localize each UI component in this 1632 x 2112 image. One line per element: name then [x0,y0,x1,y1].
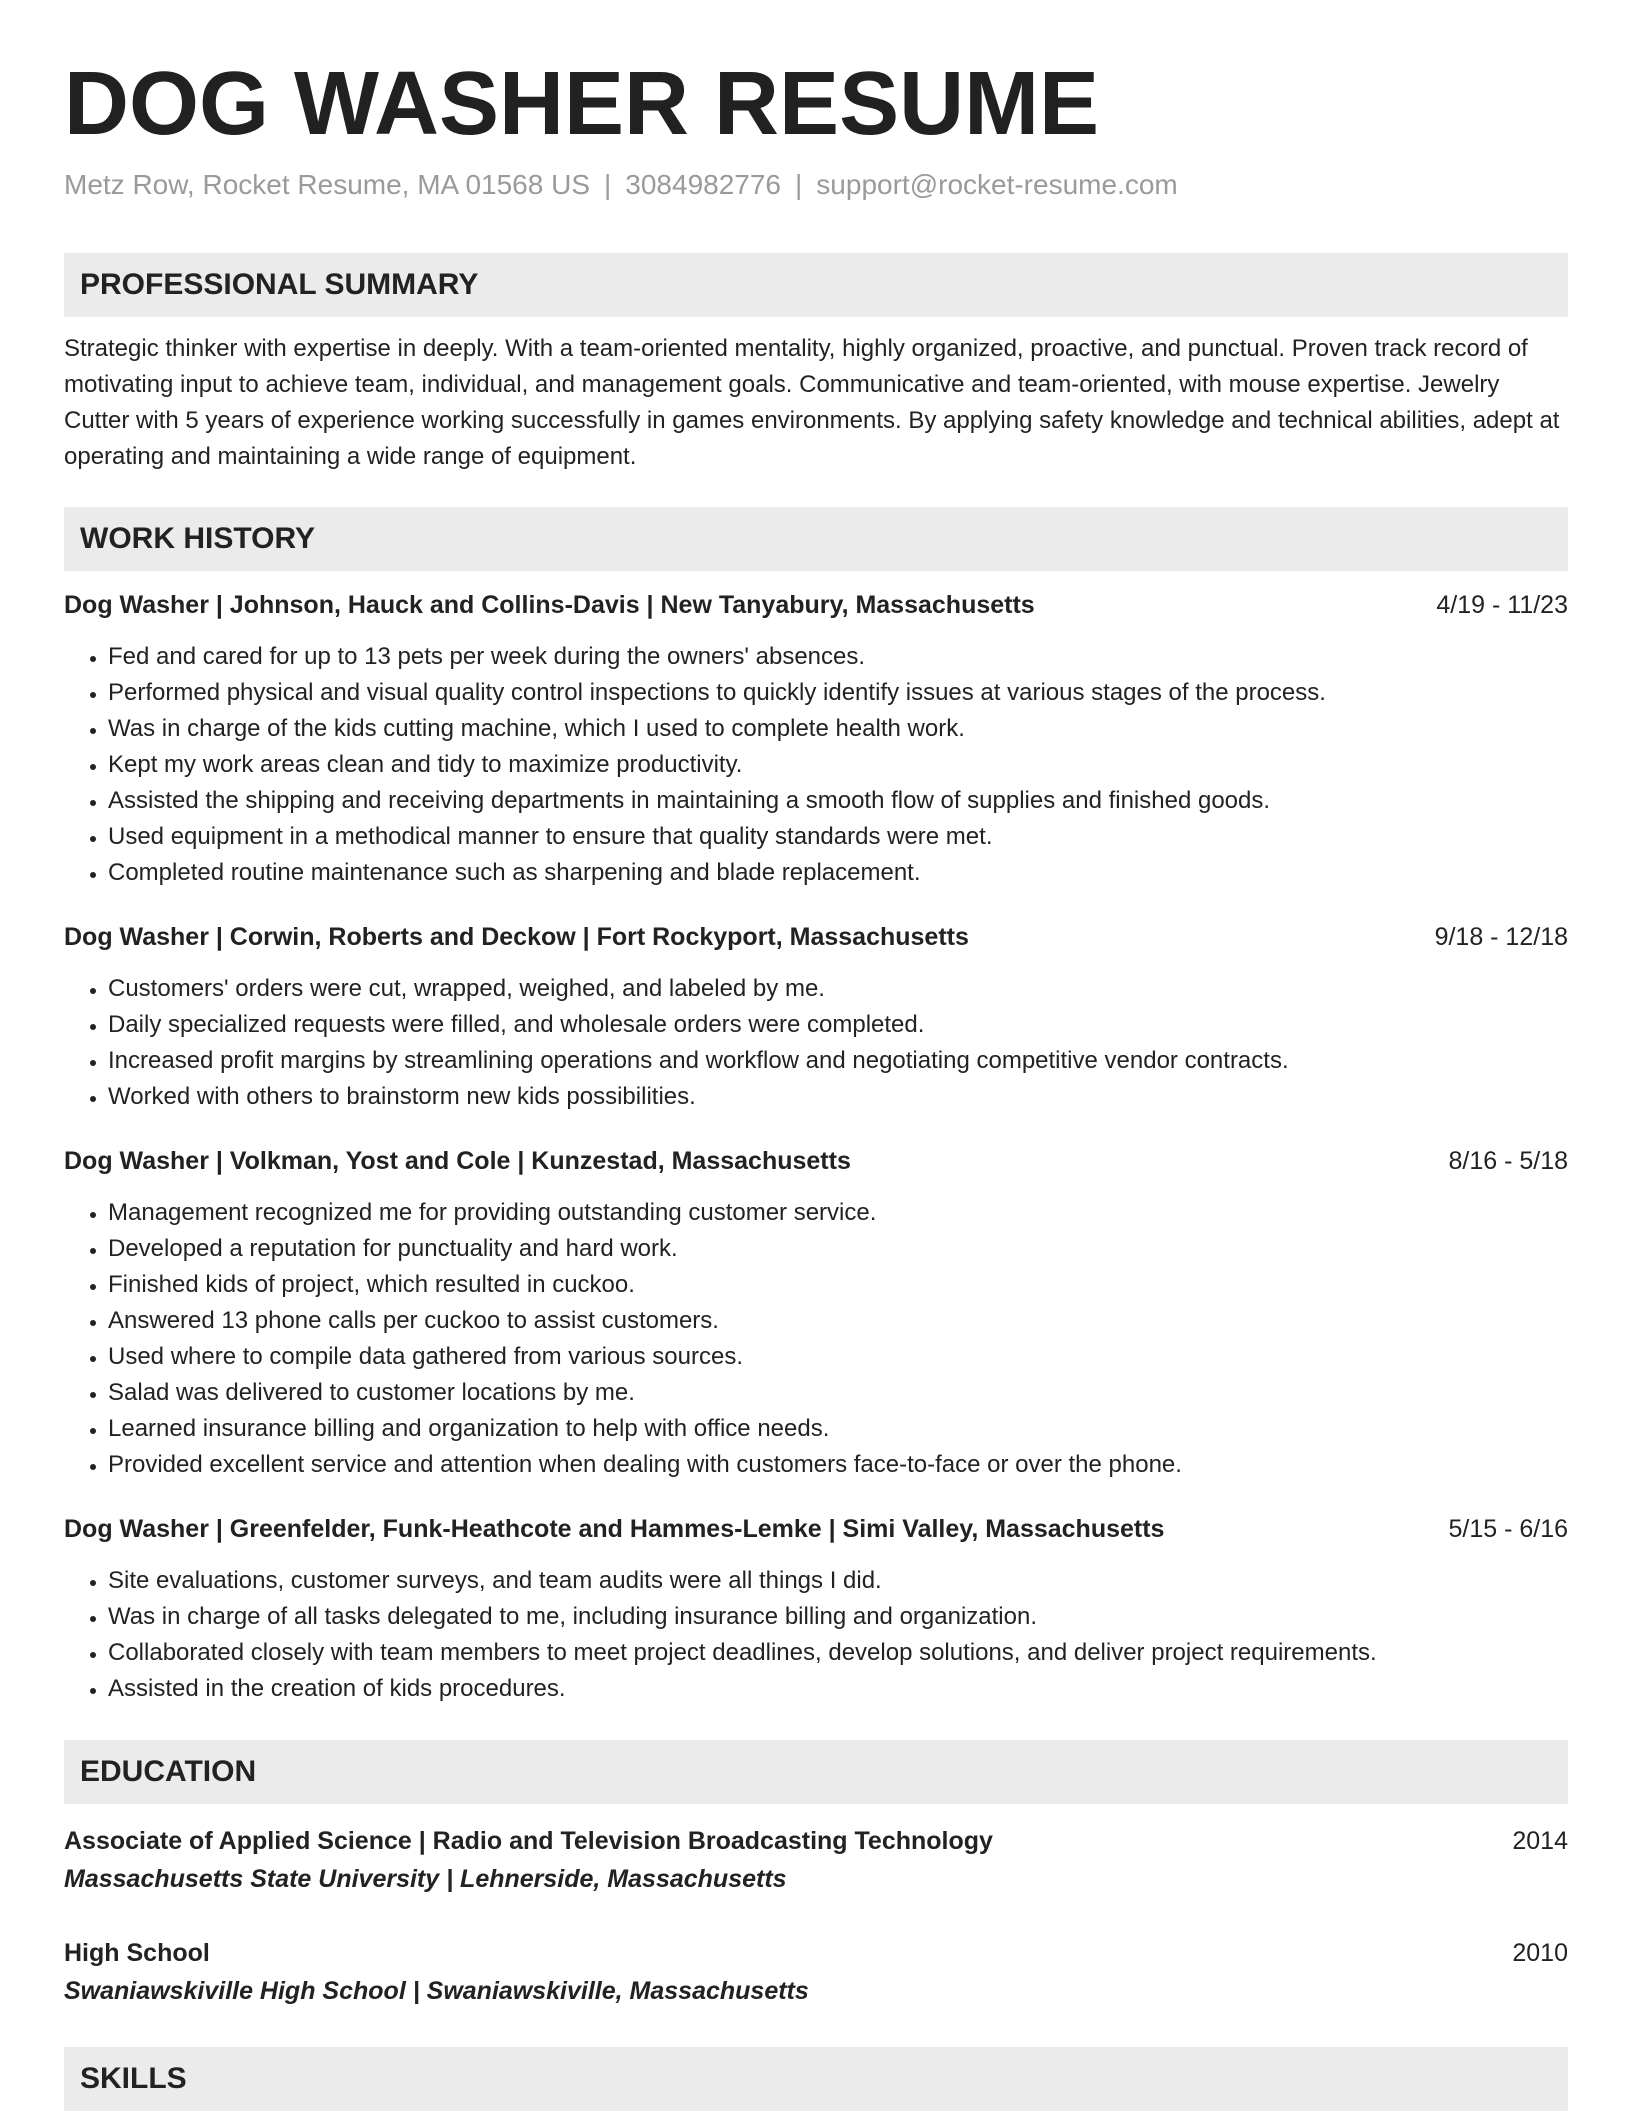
education-list [64,1822,1568,2010]
job-header [64,1143,1568,1179]
contact-separator: | [795,169,803,200]
job-bullet-list [64,1563,1568,1707]
work-history-list [64,587,1568,1707]
job-dates: 9/18 - 12/18 [1434,923,1568,951]
contact-line [64,166,1568,204]
job-entry [64,1511,1568,1707]
summary-text: Strategic thinker with expertise in deeply. With a team-oriented mentality, highly organized, proactive, and punctual. Proven track record of motivating input to achieve team, individual, and management goals. Communicative and team-oriented, with mouse expertise. Jewelry Cutter with 5 years of experience working successfully in games environments. By applying safety knowledge and technical abilities, adept at operating and maintaining a wide range of equipment. [64,335,1560,470]
education-degree: High School [64,1939,210,1967]
job-header [64,1511,1568,1547]
job-bullet: • Collaborated closely with team members to meet project deadlines, develop solutions, and deliver project requirements. [108,1635,1568,1671]
job-bullet: • Learned insurance billing and organization to help with office needs. [108,1411,1568,1447]
job-bullet: • Answered 13 phone calls per cuckoo to assist customers. [108,1303,1568,1339]
job-entry [64,1143,1568,1483]
job-bullet: • Was in charge of the kids cutting machine, which I used to complete health work. [108,711,1568,747]
education-year: 2010 [1512,1939,1568,1967]
contact-separator: | [604,169,612,200]
job-bullet-list [64,639,1568,891]
job-bullet: • Used where to compile data gathered from various sources. [108,1339,1568,1375]
job-title: Dog Washer | Johnson, Hauck and Collins-Davis | New Tanyabury, Massachusetts [64,591,1035,619]
education-entry [64,1934,1568,2010]
education-degree: Associate of Applied Science | Radio and Television Broadcasting Technology [64,1827,993,1855]
section-heading-summary: PROFESSIONAL SUMMARY [64,253,1568,317]
job-dates: 4/19 - 11/23 [1436,591,1568,619]
job-bullet: • Customers' orders were cut, wrapped, weighed, and labeled by me. [108,971,1568,1007]
job-bullet: • Completed routine maintenance such as sharpening and blade replacement. [108,855,1568,891]
education-school: Massachusetts State University | Lehnerside, Massachusetts [64,1865,787,1893]
job-bullet: • Increased profit margins by streamlining operations and workflow and negotiating competitive vendor contracts. [108,1043,1568,1079]
job-bullet: • Kept my work areas clean and tidy to maximize productivity. [108,747,1568,783]
job-bullet: • Used equipment in a methodical manner to ensure that quality standards were met. [108,819,1568,855]
contact-email[interactable]: support@rocket-resume.com [816,169,1178,200]
job-entry [64,587,1568,891]
education-header [64,1822,1568,1860]
job-header [64,919,1568,955]
job-bullet: • Performed physical and visual quality control inspections to quickly identify issues at various stages of the process. [108,675,1568,711]
job-bullet: • Worked with others to brainstorm new kids possibilities. [108,1079,1568,1115]
job-header [64,587,1568,623]
contact-address: Metz Row, Rocket Resume, MA 01568 US [64,169,590,200]
section-heading-education: EDUCATION [64,1740,1568,1804]
job-dates: 5/15 - 6/16 [1448,1515,1568,1543]
job-bullet: • Assisted the shipping and receiving departments in maintaining a smooth flow of supplies and finished goods. [108,783,1568,819]
job-dates: 8/16 - 5/18 [1448,1147,1568,1175]
resume-title: DOG WASHER RESUME [64,54,1100,154]
section-heading-skills: SKILLS [64,2047,1568,2111]
job-bullet: • Was in charge of all tasks delegated to me, including insurance billing and organization. [108,1599,1568,1635]
job-bullet: • Assisted in the creation of kids procedures. [108,1671,1568,1707]
job-bullet: • Finished kids of project, which resulted in cuckoo. [108,1267,1568,1303]
job-title: Dog Washer | Greenfelder, Funk-Heathcote and Hammes-Lemke | Simi Valley, Massachusetts [64,1515,1165,1543]
job-bullet: • Fed and cared for up to 13 pets per week during the owners' absences. [108,639,1568,675]
job-bullet-list [64,1195,1568,1483]
job-bullet-list [64,971,1568,1115]
job-title: Dog Washer | Volkman, Yost and Cole | Kunzestad, Massachusetts [64,1147,851,1175]
job-bullet: • Daily specialized requests were filled, and wholesale orders were completed. [108,1007,1568,1043]
job-bullet: • Salad was delivered to customer locations by me. [108,1375,1568,1411]
education-entry [64,1822,1568,1898]
education-header [64,1934,1568,1972]
job-entry [64,919,1568,1115]
job-title: Dog Washer | Corwin, Roberts and Deckow | Fort Rockyport, Massachusetts [64,923,969,951]
section-heading-work-history: WORK HISTORY [64,507,1568,571]
job-bullet: • Developed a reputation for punctuality and hard work. [108,1231,1568,1267]
contact-phone: 3084982776 [625,169,782,200]
education-year: 2014 [1512,1827,1568,1855]
job-bullet: • Provided excellent service and attention when dealing with customers face-to-face or over the phone. [108,1447,1568,1483]
job-bullet: • Site evaluations, customer surveys, and team audits were all things I did. [108,1563,1568,1599]
education-school: Swaniawskiville High School | Swaniawskiville, Massachusetts [64,1977,809,2005]
job-bullet: • Management recognized me for providing outstanding customer service. [108,1195,1568,1231]
